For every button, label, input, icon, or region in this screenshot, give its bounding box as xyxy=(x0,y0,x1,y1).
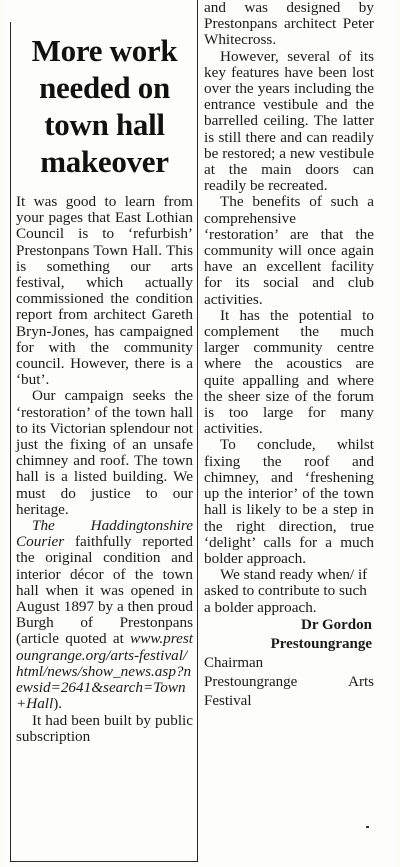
paragraph-1: It was good to learn from your pages that East Lothian Council is to ‘refurbish’ Prestonpans Town Hall. This is something our arts festival, which actually commissioned the condition report from architect Gareth Bryn-Jones, has campaigned for with the community council. However, there is a ‘but’. xyxy=(16,193,193,389)
paragraph-6: However, several of its key features have been lost over the years including the entrance vestibule and the barrelled ceiling. The latter is still there and can readily be restored; a new vestibule at the main doors can readily be recreated. xyxy=(204,47,374,195)
signature-name-line1: Dr Gordon xyxy=(301,616,372,633)
paragraph-4: It had been built by public subscription xyxy=(16,711,193,745)
left-column xyxy=(16,0,193,745)
signature-org xyxy=(204,673,374,692)
courier-close: ). xyxy=(53,695,63,713)
signature-org-left: Prestoungrange xyxy=(204,673,298,690)
paragraph-7: The benefits of such a comprehensive ‘restoration’ are that the community will once again have an excellent facility for its social and club activities. xyxy=(204,193,374,308)
left-border-rule xyxy=(10,22,11,862)
article-url: www.prestoungrange.org/arts-festival/html/news/show_news.asp?newsid=2641&search=Town+Hall xyxy=(16,630,193,713)
headline: More work needed on town hall makeover xyxy=(31,33,178,179)
signature-title: Chairman xyxy=(204,654,264,671)
column-divider xyxy=(197,0,198,862)
signature-org-right: Arts xyxy=(348,673,374,690)
signature-org-last: Festival xyxy=(204,692,252,709)
print-speck xyxy=(366,826,369,828)
bottom-border-rule xyxy=(10,861,198,862)
paragraph-8: It has the potential to complement the much larger community centre where the acoustics are quite appalling and where the sheer size of the forum is too large for many activities. xyxy=(204,306,374,438)
signature-name-line2: Prestoungrange xyxy=(270,635,372,652)
newspaper-name: The Haddingtonshire Courier xyxy=(16,517,193,551)
paragraph-courier xyxy=(16,518,193,712)
paragraph-10: We stand ready when/ if asked to contribute to such a bolder approach. xyxy=(204,566,368,616)
courier-text: faithfully reported the original condition and interior décor of the town hall when it was opened in August 1897 by a then proud Burgh of Prestonpans (article quoted at xyxy=(16,533,193,648)
paragraph-5: and was designed by Prestonpans architect Peter Whitecross. xyxy=(204,0,374,49)
paragraph-9: To conclude, whilst fixing the roof and chimney, and ‘freshening up the interior’ of the town hall is likely to be a step in the right direction, true ‘delight’ calls for a much bolder approach. xyxy=(204,436,374,567)
right-column xyxy=(204,0,374,711)
paragraph-2: Our campaign seeks the ‘restoration’ of the town hall to its Victorian splendour not just the fixing of an unsafe chimney and roof. The town hall is a listed building. We must do justice to our heritage. xyxy=(16,387,193,518)
